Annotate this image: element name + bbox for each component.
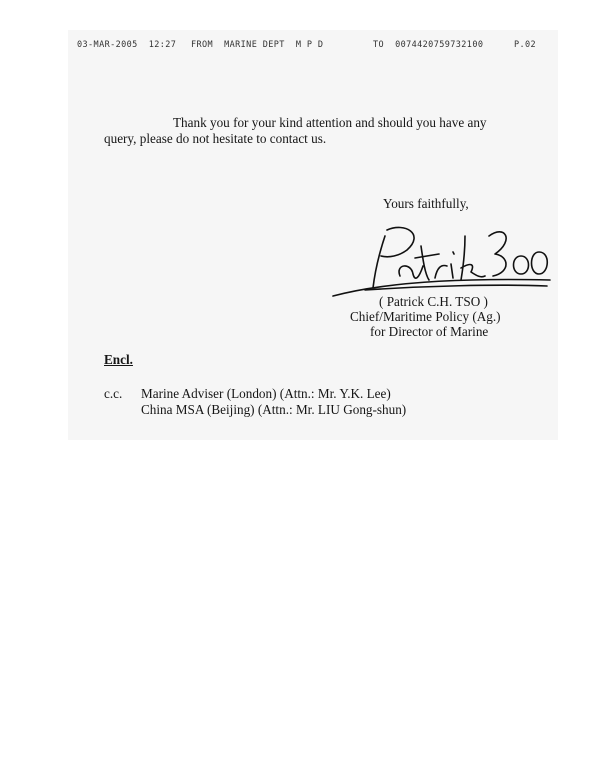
fax-to: TO 0074420759732100: [373, 40, 484, 50]
enclosure-label: Encl.: [104, 352, 133, 367]
fax-from: FROM MARINE DEPT M P D: [191, 40, 324, 50]
cc-label: c.c.: [104, 386, 123, 401]
signature-image: [325, 216, 555, 301]
fax-page-number: P.02: [514, 40, 537, 50]
signatory-for-line: for Director of Marine: [370, 324, 489, 339]
valediction: Yours faithfully,: [383, 196, 469, 211]
signatory-title: Chief/Maritime Policy (Ag.): [350, 309, 501, 324]
signatory-name: ( Patrick C.H. TSO ): [379, 294, 488, 309]
body-line-1: Thank you for your kind attention and should you have any: [173, 115, 487, 130]
fax-datetime: 03-MAR-2005 12:27: [77, 40, 177, 50]
body-line-2: query, please do not hesitate to contact us.: [104, 131, 327, 146]
cc-recipient: China MSA (Beijing) (Attn.: Mr. LIU Gong-shun): [141, 402, 407, 417]
cc-recipient: Marine Adviser (London) (Attn.: Mr. Y.K. Lee): [141, 386, 391, 401]
